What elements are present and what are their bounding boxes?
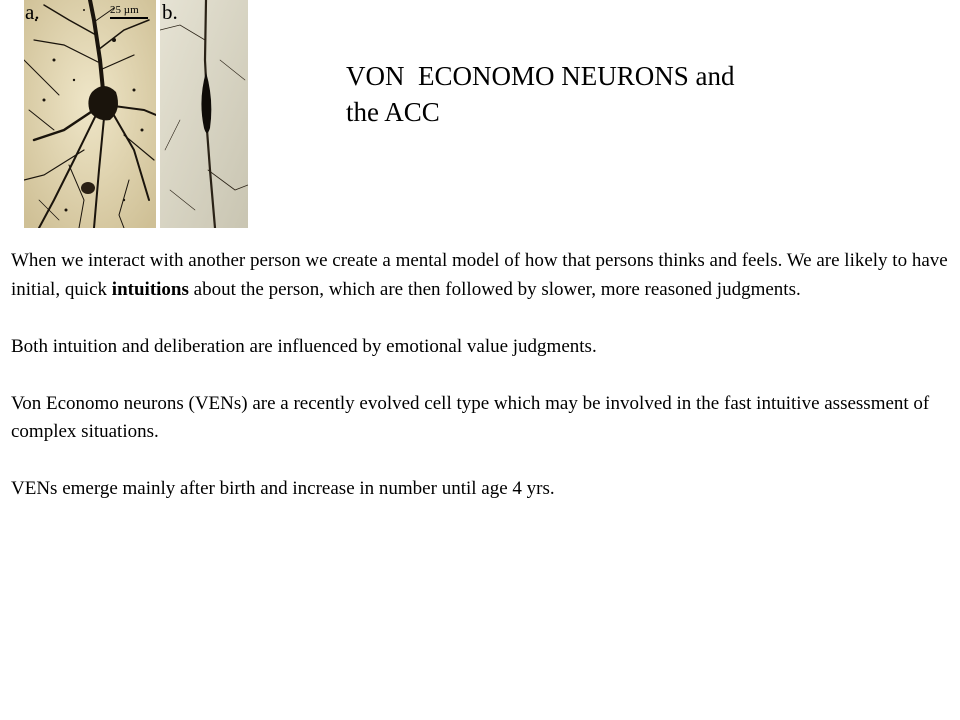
slide-title-line-2: the ACC	[346, 97, 440, 127]
intuitions-emphasis: intuitions	[111, 278, 189, 300]
neuron-micrograph-figure	[24, 0, 248, 228]
scale-bar	[110, 17, 148, 19]
paragraph-vens-definition: Von Economo neurons (VENs) are a recently evolved cell type which may be involved in the fast intuitive assessment of complex situations.	[11, 392, 930, 442]
slide-body	[11, 247, 951, 504]
pyramidal-neuron-image	[24, 0, 156, 228]
slide-title-line-1: VON ECONOMO NEURONS and	[346, 61, 735, 91]
paragraph-vens-development: VENs emerge mainly after birth and increase in number until age 4 yrs.	[11, 478, 555, 499]
von-economo-neuron-image	[160, 0, 248, 228]
paragraph-mental-model-start: When we interact with another person we create a mental model of how that persons thinks and feels. We are likely to have initial, quick	[11, 250, 948, 300]
panel-a-label: a.	[25, 0, 40, 24]
panel-b-label: b.	[162, 0, 178, 24]
paragraph-mental-model	[11, 247, 951, 304]
von-economo-neuron-drawing	[160, 0, 248, 228]
scale-bar-label: 25 µm	[110, 4, 139, 16]
paragraph-intuition-deliberation: Both intuition and deliberation are influenced by emotional value judgments.	[11, 335, 597, 357]
paragraph-mental-model-end: about the person, which are then followed by slower, more reasoned judgments.	[188, 278, 801, 300]
slide-title	[346, 58, 826, 130]
pyramidal-neuron-drawing	[24, 0, 156, 228]
